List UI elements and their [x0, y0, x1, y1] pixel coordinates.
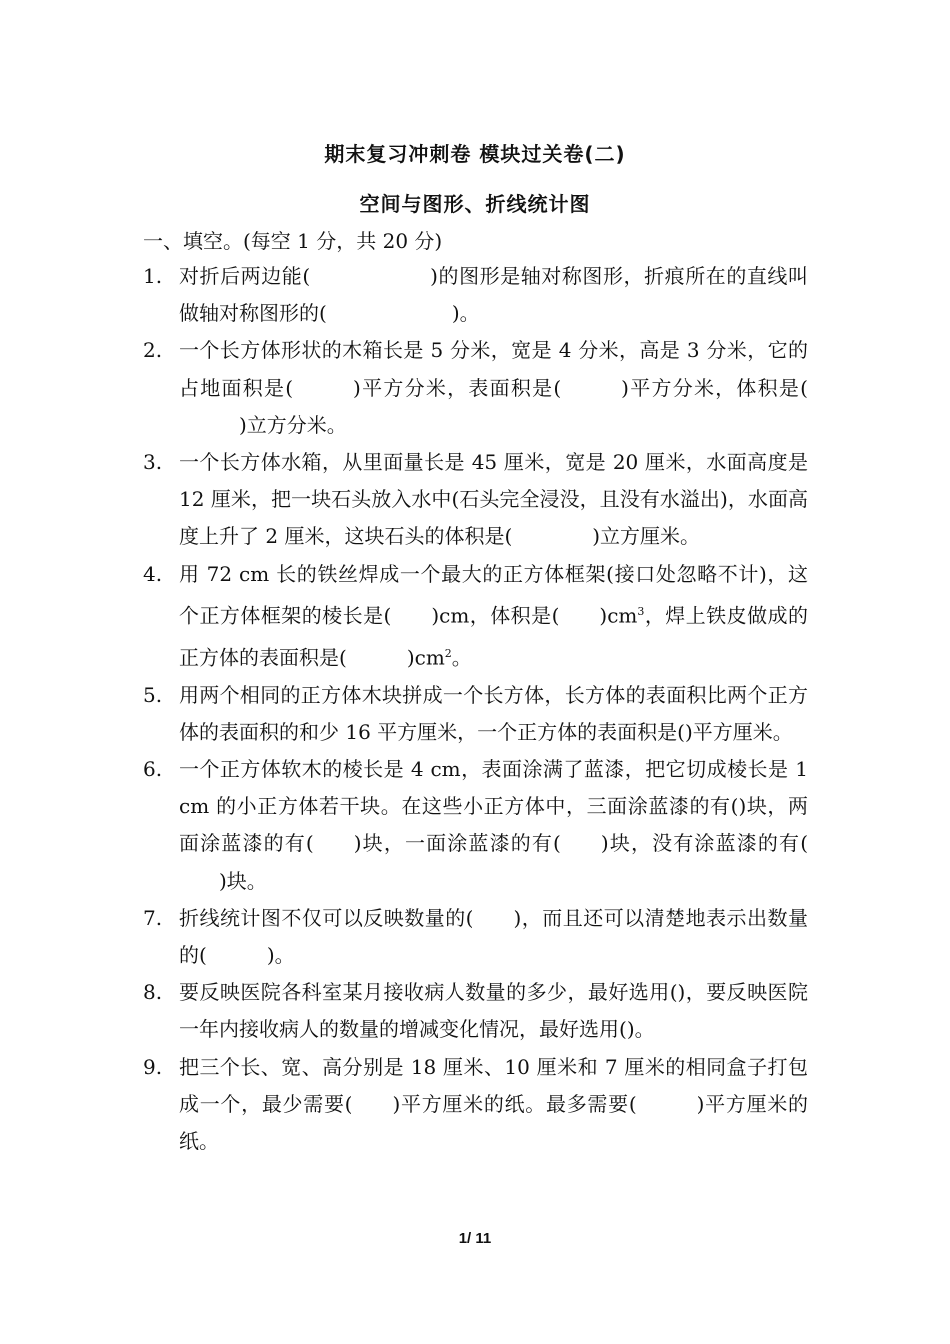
question-5: 5. 用两个相同的正方体木块拼成一个长方体，长方体的表面积比两个正方体的表面积的和少 16 平方厘米，一个正方体的表面积是()平方厘米。: [143, 677, 808, 751]
question-number: 9.: [143, 1054, 163, 1079]
page-subtitle: 空间与图形、折线统计图: [359, 192, 591, 216]
question-number: 2.: [143, 338, 163, 363]
question-number: 6.: [143, 756, 163, 781]
question-3: 3. 一个长方体水箱，从里面量长是 45 厘米，宽是 20 厘米，水面高度是 12 厘米，把一块石头放入水中(石头完全浸没，且没有水溢出)，水面高度上升了 2 厘米，这块石头的体积是( )立方厘米。: [143, 444, 808, 556]
question-number: 5.: [143, 682, 163, 707]
question-number: 3.: [143, 450, 163, 475]
question-8: 8. 要反映医院各科室某月接收病人数量的多少，最好选用()，要反映医院一年内接收病人的数量的增减变化情况，最好选用()。: [143, 974, 808, 1048]
question-number: 4.: [143, 561, 163, 586]
page-number: 1/ 11: [458, 1230, 492, 1247]
question-1: 1. 对折后两边能( )的图形是轴对称图形，折痕所在的直线叫做轴对称图形的( )。: [143, 258, 808, 332]
question-number: 8.: [143, 980, 163, 1005]
question-number: 7.: [143, 905, 163, 930]
question-4: 4. 用 72 cm 长的铁丝焊成一个最大的正方体框架(接口处忽略不计)，这个正方体框架的棱长是( )cm，体积是( )$cm^3$，焊上铁皮做成的正方体的表面积是( )$cm^2$。: [143, 556, 808, 677]
question-9: 9. 把三个长、宽、高分别是 18 厘米、10 厘米和 7 厘米的相同盒子打包成一个，最少需要( )平方厘米的纸。最多需要( )平方厘米的纸。: [143, 1049, 808, 1161]
question-list: [143, 258, 808, 1160]
page-title: 期末复习冲刺卷 模块过关卷(二): [324, 142, 626, 166]
question-6: 6. 一个正方体软木的棱长是 4 cm，表面涂满了蓝漆，把它切成棱长是 1 cm 的小正方体若干块。在这些小正方体中，三面涂蓝漆的有()块，两面涂蓝漆的有( )块，一面涂蓝漆的有( )块，没有涂蓝漆的有()块。: [143, 751, 808, 900]
question-number: 1.: [143, 264, 163, 288]
question-7: 7. 折线统计图不仅可以反映数量的( )，而且还可以清楚地表示出数量的( )。: [143, 900, 808, 974]
section-heading: 一、填空。(每空 1 分，共 20 分): [143, 229, 443, 253]
question-2: 2. 一个长方体形状的木箱长是 5 分米，宽是 4 分米，高是 3 分米，它的占地面积是( )平方分米，表面积是( )平方分米，体积是()立方分米。: [143, 332, 808, 444]
